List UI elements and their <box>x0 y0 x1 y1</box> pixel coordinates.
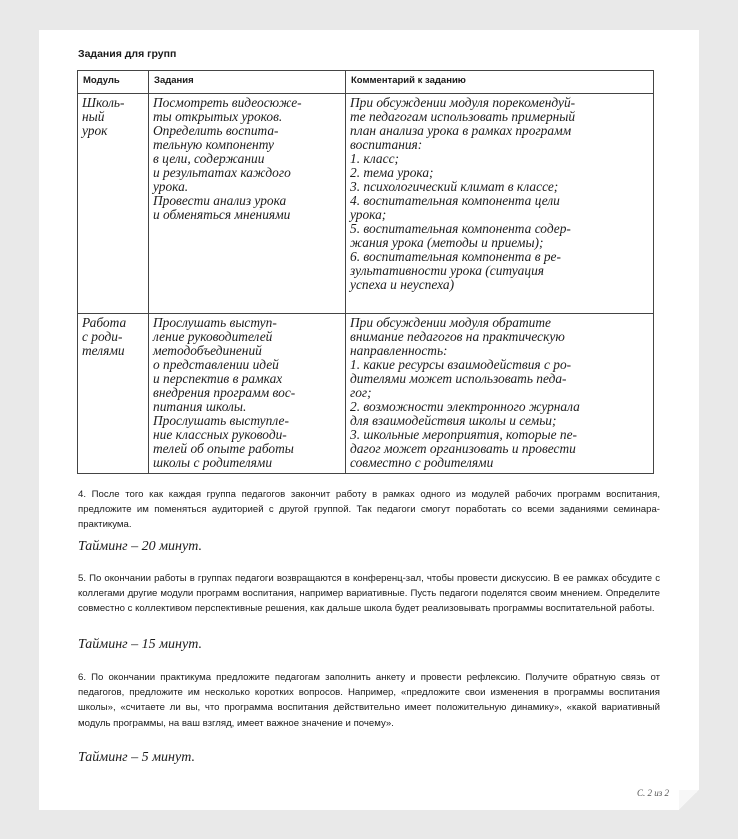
comment-cell: При обсуждении модуля порекомендуй- те педагогам использовать примерный план анализа урока в рамках программ воспитания: 1. класс; 2. тема урока; 3. психологический климат в классе; 4. воспитательная компонента цели урока; 5. воспитательная компонента содер- жания урока (методы и приемы); 6. воспитательная компонента в ре- зультативности урока (ситуация успеха и неуспеха) <box>346 94 654 314</box>
module-cell: Школь- ный урок <box>78 94 149 314</box>
tasks-cell: Прослушать выступ- ление руководителей методобъединений о представлении идей и перспектив в рамках внедрения программ вос- питания школы. Прослушать выступле- ние классных руководи- телей об опыте работы школы с родителями <box>149 314 346 474</box>
step-4-timing: Тайминг – 20 минут. <box>78 539 202 554</box>
table-row <box>78 94 654 314</box>
module-cell: Работа с роди- телями <box>78 314 149 474</box>
step-6-timing: Тайминг – 5 минут. <box>78 750 195 765</box>
table-row <box>78 314 654 474</box>
header-tasks: Задания <box>149 71 346 94</box>
section-title: Задания для групп <box>78 48 177 60</box>
group-tasks-table <box>77 70 654 474</box>
document-page <box>39 30 699 810</box>
header-comment: Комментарий к заданию <box>346 71 654 94</box>
header-module: Модуль <box>78 71 149 94</box>
step-5-timing: Тайминг – 15 минут. <box>78 637 202 652</box>
table-header-row <box>78 71 654 94</box>
tasks-cell: Посмотреть видеосюже- ты открытых уроков. Определить воспита- тельную компоненту в цели, содержании и результатах каждого урока. Провести анализ урока и обменяться мнениями <box>149 94 346 314</box>
step-4-text: 4. После того как каждая группа педагогов закончит работу в рамках одного из модулей рабочих программ воспитания, предложите им поменяться аудиторией с другой группой. Так педагоги смогут поработать со всеми заданиями семинара-практикума. <box>78 489 660 531</box>
step-5-text: 5. По окончании работы в группах педагоги возвращаются в конференц-зал, чтобы провести дискуссию. В ее рамках обсудите с коллегами другие модули программ воспитания, например вариативные. Пусть педагоги поделятся своим мнением. Определите совместно с коллективом перспективные решения, как дальше школа будет реализовывать программы воспитательной работы. <box>78 573 660 615</box>
comment-cell: При обсуждении модуля обратите внимание педагогов на практическую направленность: 1. какие ресурсы взаимодействия с ро- дителями может использовать педа- гог; 2. возможности электронного журнала для взаимодействия школы и семьи; 3. школьные мероприятия, которые пе- дагог может организовать и провести совместно с родителями <box>346 314 654 474</box>
step-6-text: 6. По окончании практикума предложите педагогам заполнить анкету и провести рефлексию. Получите обратную связь от педагогов, предложите им несколько коротких вопросов. Например, «предложите свои изменения в программы воспитания школы», «считаете ли вы, что программа воспитания действительно имеет положительную динамику», «какой вариативный модуль программы, на ваш взгляд, имеет важное значение и почему». <box>78 672 660 729</box>
page-fold-corner <box>679 790 699 810</box>
page-number: С. 2 из 2 <box>636 788 669 798</box>
